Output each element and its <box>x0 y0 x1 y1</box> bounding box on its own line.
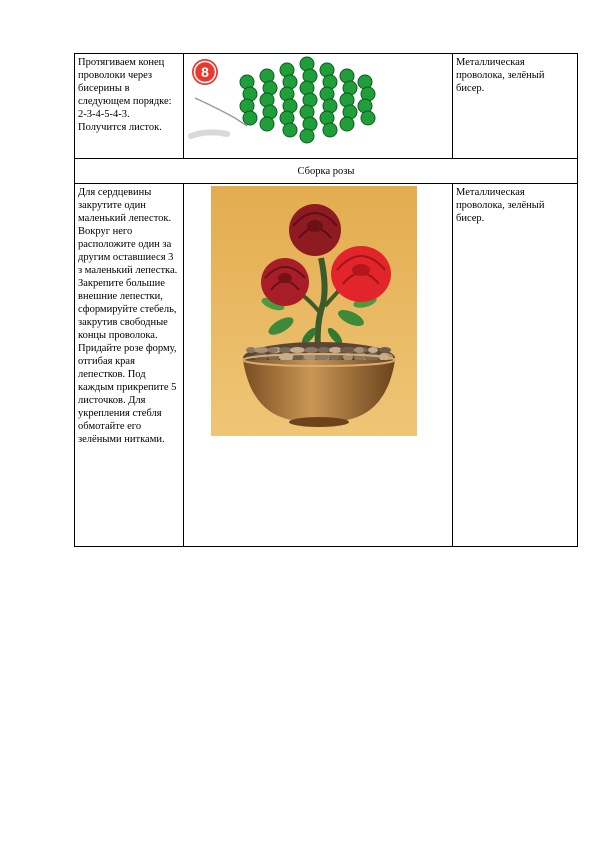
rose-dark <box>289 204 341 256</box>
bead <box>260 117 274 131</box>
pebble <box>304 347 318 353</box>
materials-cell <box>453 184 578 547</box>
beaded-rose-photo <box>187 186 443 540</box>
instruction-cell <box>75 54 184 159</box>
instruction-table <box>74 53 578 547</box>
step-badge <box>192 59 218 85</box>
beaded-leaf-illustration <box>187 56 443 152</box>
materials-cell <box>453 54 578 159</box>
bead <box>361 111 375 125</box>
section-title: Сборка розы <box>75 159 578 184</box>
pebble <box>268 347 278 353</box>
image-cell <box>184 184 453 547</box>
pebble <box>279 347 291 353</box>
bead <box>323 123 337 137</box>
table-row <box>75 54 578 159</box>
instruction-text: Для сердцевины закрутите один маленький лепесток. Вокруг него расположите один за другим оставшиеся 3 з маленький лепестка. Закрепите большие внешние лепестки, сформируйте стебель, закрутив свободные концы проволока. Придайте розе форму, отгибая края лепестков. Под каждым прикрепите 5 листочков. Для укрепления стебля обмотайте его зелёными нитками. <box>78 187 178 445</box>
materials-text: Металлическая проволока, зелёный бисер. <box>456 187 545 224</box>
step-number: 8 <box>201 64 209 80</box>
section-header-row <box>75 159 578 184</box>
pebble <box>329 347 341 353</box>
bead <box>243 111 257 125</box>
bead <box>340 117 354 131</box>
pebble <box>254 347 268 353</box>
pebble <box>318 347 328 353</box>
table-row <box>75 184 578 547</box>
bead-cluster <box>240 57 375 143</box>
pebble <box>290 347 304 353</box>
rose-left <box>261 258 309 306</box>
pebble <box>368 347 378 353</box>
instruction-text: Протягиваем конец проволоки через бисерины в следующем порядке: 2-3-4-5-4-3. Получится листок. <box>78 57 172 133</box>
rose-bright <box>331 246 391 302</box>
image-cell <box>184 54 453 159</box>
pebble <box>340 347 354 353</box>
bead <box>283 123 297 137</box>
pebble <box>379 347 391 353</box>
instruction-cell <box>75 184 184 547</box>
bead <box>300 129 314 143</box>
materials-text: Металлическая проволока, зелёный бисер. <box>456 57 545 94</box>
pebble <box>354 347 364 353</box>
